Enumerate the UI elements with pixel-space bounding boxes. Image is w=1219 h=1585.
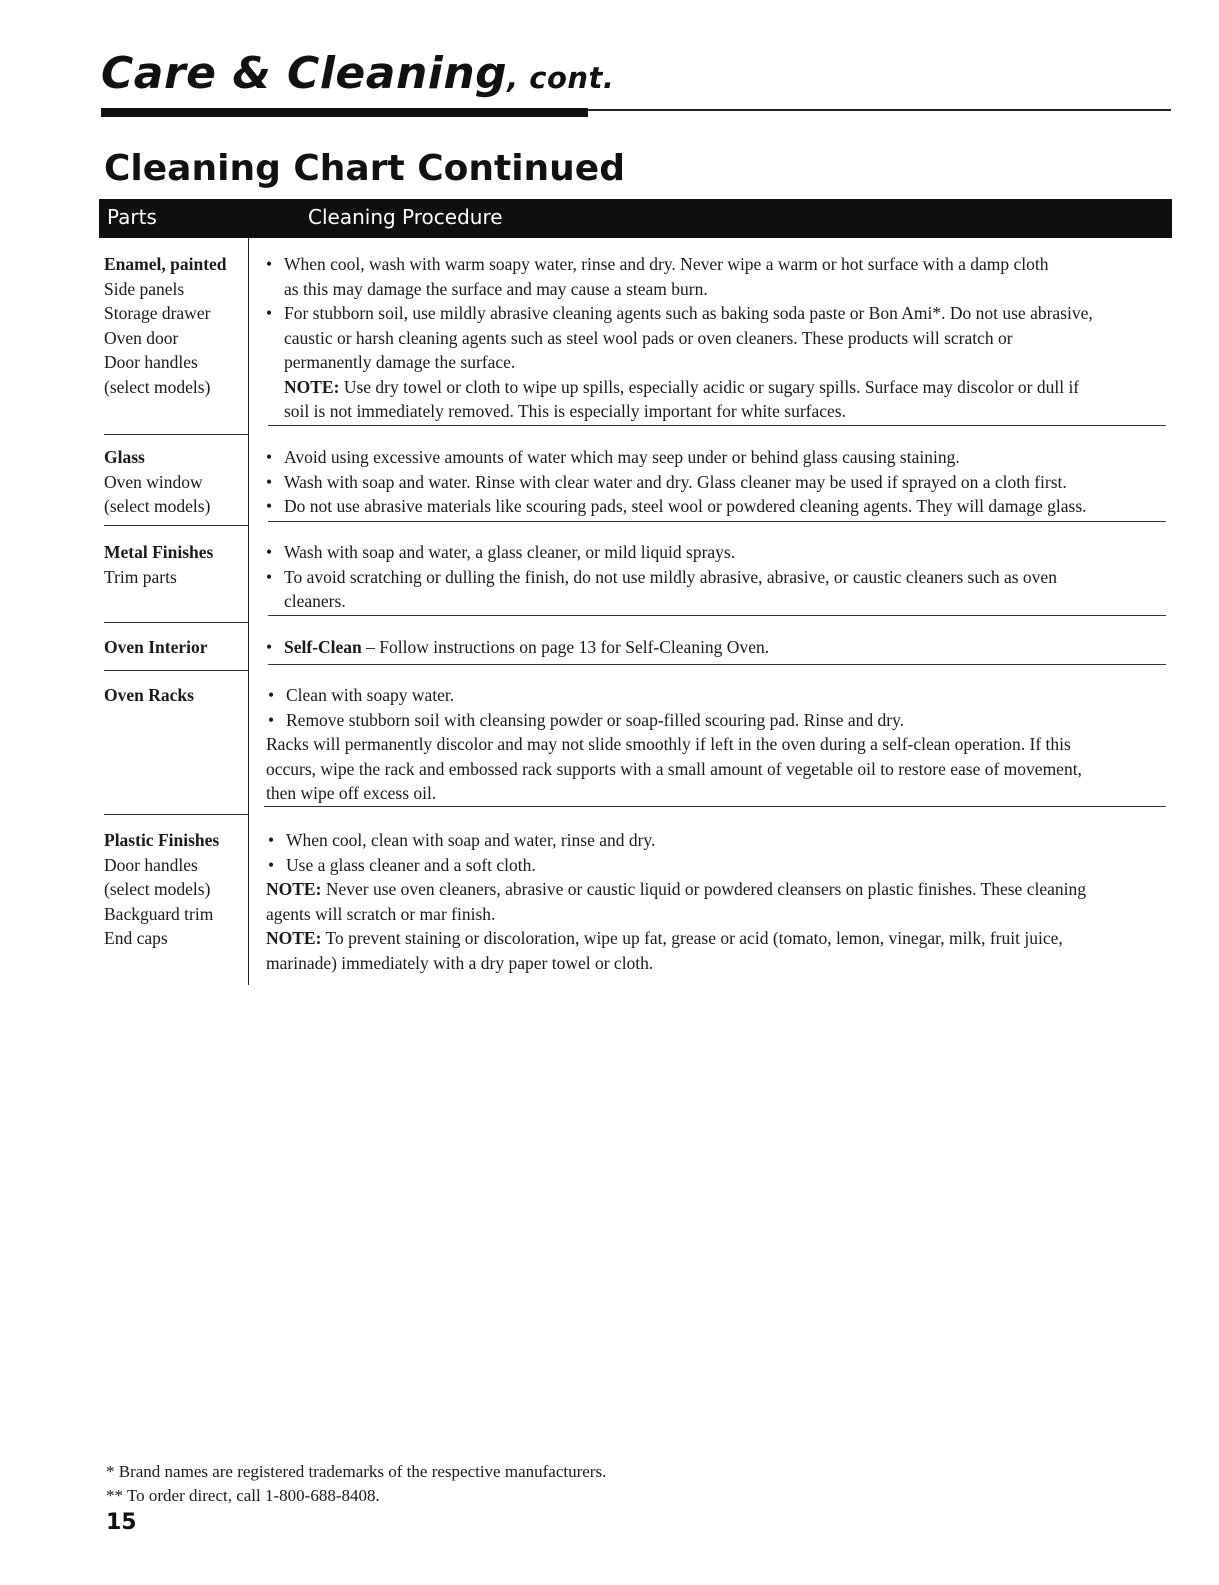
column-divider	[248, 238, 249, 985]
row-separator	[104, 525, 248, 526]
footnote: ** To order direct, call 1-800-688-8408.	[106, 1486, 380, 1505]
row-separator	[268, 615, 1166, 616]
parts-cell	[104, 252, 244, 399]
procedure-bullet: • Wash with soap and water. Rinse with clear water and dry. Glass cleaner may be used if sprayed on a cloth first.	[264, 470, 1184, 495]
part-item: (select models)	[104, 496, 211, 516]
procedure-bullet: • Do not use abrasive materials like scouring pads, steel wool or powdered cleaning agents. They will damage glass.	[264, 494, 1184, 519]
parts-cell	[104, 635, 244, 660]
header-subtitle: , cont.	[507, 61, 615, 95]
procedure-line: Racks will permanently discolor and may not slide smoothly if left in the oven during a self-clean operation. If this	[266, 734, 1071, 754]
procedure-text: – Follow instructions on page 13 for Self-Cleaning Oven.	[361, 637, 770, 657]
procedure-cell	[264, 540, 1184, 614]
column-header-parts: Parts	[107, 205, 157, 229]
parts-cell	[104, 828, 244, 951]
procedure-cell	[266, 828, 1186, 975]
note-text: soil is not immediately removed. This is especially important for white surfaces.	[284, 401, 846, 421]
procedure-line: as this may damage the surface and may cause a steam burn.	[284, 278, 708, 299]
parts-cell	[104, 445, 244, 519]
procedure-bullet	[264, 635, 1184, 660]
row-separator	[104, 670, 248, 671]
procedure-note	[266, 926, 1186, 975]
part-heading: Glass	[104, 447, 145, 467]
row-separator	[104, 814, 248, 815]
procedure-line: • For stubborn soil, use mildly abrasive cleaning agents such as baking soda paste or Bon Ami*. Do not use abrasive,	[284, 303, 1093, 323]
table-header	[99, 199, 1172, 238]
part-item: (select models)	[104, 376, 211, 397]
part-item: End caps	[104, 928, 168, 948]
procedure-line: permanently damage the surface.	[284, 352, 516, 372]
procedure-line: caustic or harsh cleaning agents such as steel wool pads or oven cleaners. These products will scratch or	[284, 327, 1013, 348]
procedure-bullet: • Remove stubborn soil with cleansing powder or soap-filled scouring pad. Rinse and dry.	[266, 708, 1186, 733]
procedure-bullet: • Avoid using excessive amounts of water which may seep under or behind glass causing staining.	[264, 445, 1184, 470]
parts-cell	[104, 683, 244, 708]
section-title: Cleaning Chart Continued	[104, 148, 625, 189]
procedure-bullet: • Use a glass cleaner and a soft cloth.	[266, 853, 1186, 878]
procedure-line: then wipe off excess oil.	[266, 783, 437, 803]
note-text: Never use oven cleaners, abrasive or caustic liquid or powdered cleansers on plastic finishes. These cleaning	[321, 879, 1086, 899]
part-item: Door handles	[104, 854, 198, 875]
procedure-line: cleaners.	[284, 591, 346, 611]
part-item: Side panels	[104, 278, 185, 299]
procedure-bold-lead: Self-Clean	[284, 637, 362, 657]
row-separator	[268, 664, 1166, 665]
procedure-note	[264, 375, 1184, 424]
row-separator	[268, 425, 1166, 426]
note-text: To prevent staining or discoloration, wipe up fat, grease or acid (tomato, lemon, vinegar, milk, fruit juice,	[321, 928, 1063, 948]
procedure-bullet	[264, 301, 1184, 375]
note-text: marinade) immediately with a dry paper towel or cloth.	[266, 952, 654, 973]
header-title: Care & Cleaning, cont.	[101, 48, 615, 99]
procedure-paragraph	[266, 732, 1186, 806]
part-heading: Metal Finishes	[104, 542, 214, 562]
part-item: Door handles	[104, 352, 198, 372]
procedure-bullet: • Clean with soapy water.	[266, 683, 1186, 708]
row-separator	[104, 622, 248, 623]
footnote: * Brand names are registered trademarks of the respective manufacturers.	[106, 1462, 607, 1481]
part-item: Oven window	[104, 471, 203, 492]
procedure-cell	[266, 683, 1186, 806]
note-label: NOTE:	[284, 376, 340, 397]
procedure-line: • When cool, wash with warm soapy water, rinse and dry. Never wipe a warm or hot surface with a damp cloth	[284, 254, 1049, 274]
page-number: 15	[106, 1510, 137, 1535]
procedure-line: occurs, wipe the rack and embossed rack supports with a small amount of vegetable oil to restore ease of movement,	[266, 758, 1082, 779]
procedure-cell	[264, 252, 1184, 424]
column-header-procedure: Cleaning Procedure	[308, 205, 503, 229]
procedure-note	[266, 877, 1186, 926]
procedure-line: • To avoid scratching or dulling the finish, do not use mildly abrasive, abrasive, or caustic cleaners such as oven	[284, 566, 1057, 587]
part-item: Oven door	[104, 327, 179, 348]
procedure-cell	[264, 445, 1184, 519]
part-heading: Oven Interior	[104, 637, 208, 657]
note-label: NOTE:	[266, 928, 322, 948]
row-separator	[268, 521, 1166, 522]
procedure-cell	[264, 635, 1184, 660]
row-separator	[264, 806, 1166, 807]
part-heading: Plastic Finishes	[104, 830, 220, 850]
part-item: Trim parts	[104, 566, 177, 587]
part-item: Backguard trim	[104, 903, 214, 924]
procedure-bullet	[264, 565, 1184, 614]
part-heading: Enamel, painted	[104, 254, 227, 274]
header-rule-thick	[101, 108, 588, 117]
part-item: (select models)	[104, 879, 211, 899]
parts-cell	[104, 540, 244, 589]
footnotes	[106, 1460, 606, 1508]
part-item: Storage drawer	[104, 303, 211, 323]
row-separator	[104, 434, 248, 435]
note-label: NOTE:	[266, 879, 322, 899]
procedure-bullet: • Wash with soap and water, a glass cleaner, or mild liquid sprays.	[264, 540, 1184, 565]
procedure-bullet: • When cool, clean with soap and water, rinse and dry.	[266, 828, 1186, 853]
note-text: Use dry towel or cloth to wipe up spills, especially acidic or sugary spills. Surface may discolor or dull if	[339, 376, 1080, 397]
procedure-bullet	[264, 252, 1184, 301]
note-text: agents will scratch or mar finish.	[266, 903, 496, 924]
part-heading: Oven Racks	[104, 685, 194, 705]
page-header	[101, 48, 1171, 122]
